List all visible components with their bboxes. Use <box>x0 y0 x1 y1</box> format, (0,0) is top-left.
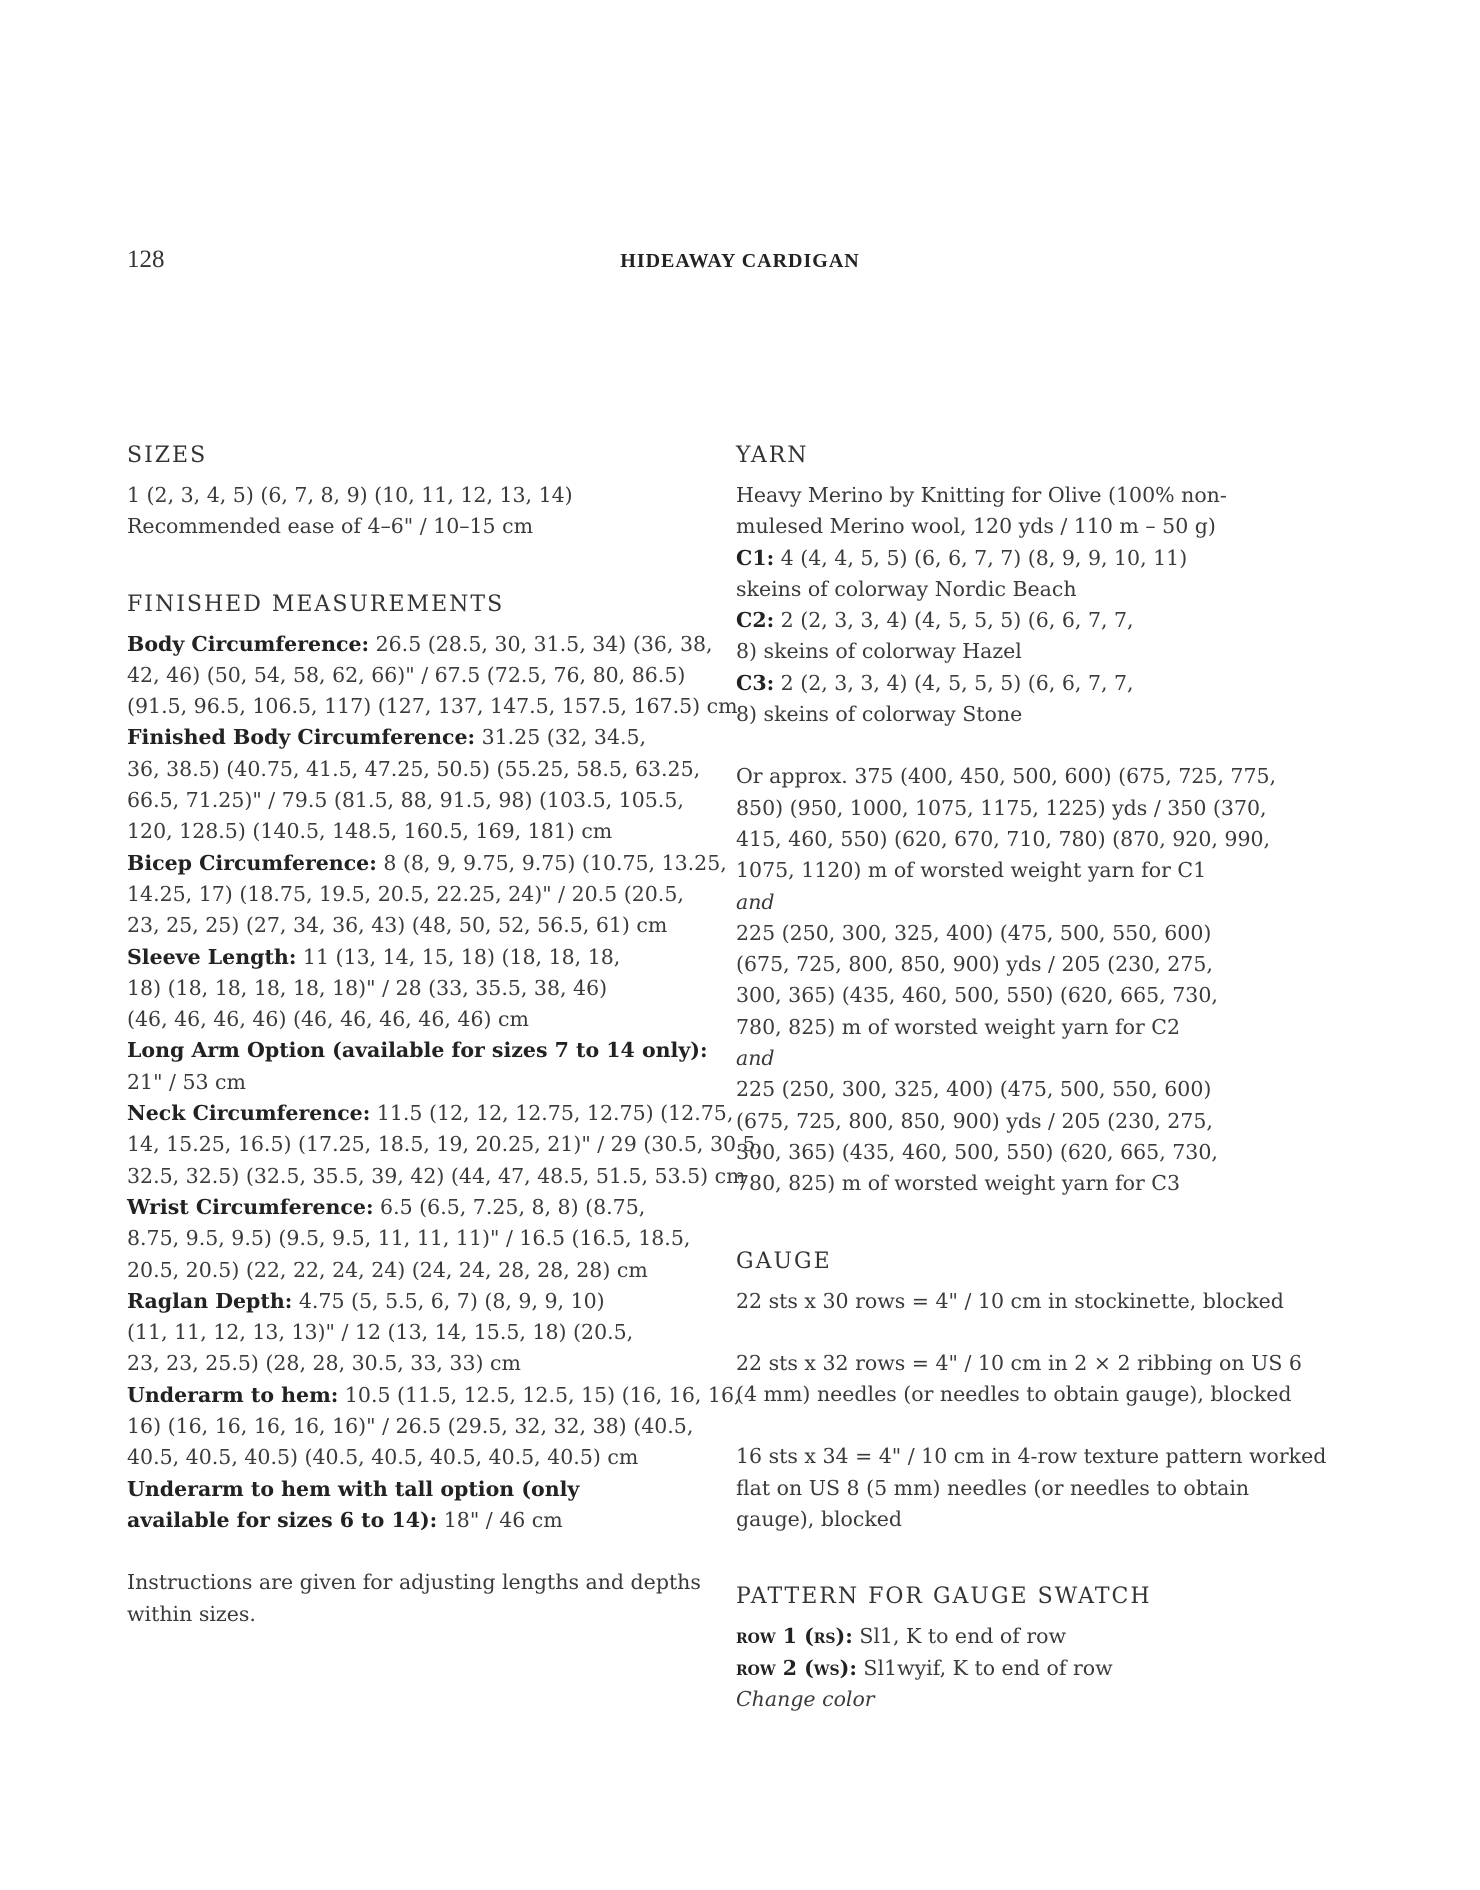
and-text: and <box>736 889 775 914</box>
approx-line: Or approx. 375 (400, 450, 500, 600) (675, 725, 775, <box>736 764 1277 789</box>
gauge-line: (4 mm) needles (or needles to obtain gauge), blocked <box>736 1382 1292 1407</box>
wrist-line: 20.5, 20.5) (22, 22, 24, 24) (24, 24, 28, 28, 28) cm <box>127 1257 648 1282</box>
c2-amount-line: 300, 365) (435, 460, 500, 550) (620, 665, 730, <box>736 983 1218 1008</box>
gauge-line: 22 sts x 32 rows = 4" / 10 cm in 2 × 2 ribbing on US 6 <box>736 1350 1302 1375</box>
wrist-line: 8.75, 9.5, 9.5) (9.5, 9.5, 11, 11, 11)" / 16.5 (16.5, 18.5, <box>127 1226 691 1251</box>
c3-amount: C3: 2 (2, 3, 3, 4) (4, 5, 5, 5) (6, 6, 7, 7, <box>736 670 1134 695</box>
finished-body-line: 120, 128.5) (140.5, 148.5, 160.5, 169, 181) cm <box>127 819 613 844</box>
c3-amount-line: 300, 365) (435, 460, 500, 550) (620, 665, 730, <box>736 1139 1218 1164</box>
c2-amount-line: (675, 725, 800, 850, 900) yds / 205 (230, 275, <box>736 952 1213 977</box>
sizes-heading: SIZES <box>127 443 208 468</box>
c3-amount-line: 780, 825) m of worsted weight yarn for C3 <box>736 1171 1181 1196</box>
yarn-line: Heavy Merino by Knitting for Olive (100% non- <box>736 483 1227 507</box>
left-column <box>127 440 763 1630</box>
page-title: HIDEAWAY CARDIGAN <box>620 250 860 272</box>
gauge-heading: GAUGE <box>736 1248 832 1274</box>
c3-amount-line: (675, 725, 800, 850, 900) yds / 205 (230, 275, <box>736 1108 1213 1133</box>
long-arm-option: Long Arm Option (available for sizes 7 to 14 only): <box>127 1038 708 1063</box>
swatch-row-2: row 2 (ws): Sl1wyif, K to end of row <box>736 1655 1113 1680</box>
change-color: Change color <box>736 1686 875 1711</box>
underarm-line: 16) (16, 16, 16, 16, 16)" / 26.5 (29.5, 32, 32, 38) (40.5, <box>127 1414 694 1439</box>
approx-line: 415, 460, 550) (620, 670, 710, 780) (870, 920, 990, <box>736 826 1271 851</box>
body-circ-line: (91.5, 96.5, 106.5, 117) (127, 137, 147.5, 157.5, 167.5) cm <box>127 694 738 719</box>
gauge-line: 16 sts x 34 = 4" / 10 cm in 4-row texture pattern worked <box>736 1444 1327 1469</box>
finished-body-circ: Finished Body Circumference: 31.25 (32, 34.5, <box>127 725 647 750</box>
swatch-row-1: row 1 (rs): Sl1, K to end of row <box>736 1624 1067 1649</box>
page-number: 128 <box>127 246 165 273</box>
neck-line: 32.5, 32.5) (32.5, 35.5, 39, 42) (44, 47, 48.5, 51.5, 53.5) cm <box>127 1163 746 1188</box>
c3-colorway: 8) skeins of colorway Stone <box>736 702 1023 727</box>
note-line: within sizes. <box>127 1601 256 1626</box>
body-circ-line: 42, 46) (50, 54, 58, 62, 66)" / 67.5 (72.5, 76, 80, 86.5) <box>127 662 686 687</box>
gauge-line: 22 sts x 30 rows = 4" / 10 cm in stockinette, blocked <box>736 1288 1284 1313</box>
c1-colorway: skeins of colorway Nordic Beach <box>736 576 1077 601</box>
swatch-heading: PATTERN FOR GAUGE SWATCH <box>736 1584 1152 1610</box>
sleeve-length: Sleeve Length: 11 (13, 14, 15, 18) (18, 18, 18, <box>127 944 621 969</box>
c2-amount-line: 225 (250, 300, 325, 400) (475, 500, 550, 600) <box>736 920 1212 945</box>
c2-colorway: 8) skeins of colorway Hazel <box>736 639 1022 664</box>
yarn-heading: YARN <box>736 443 809 468</box>
underarm-hem: Underarm to hem: 10.5 (11.5, 12.5, 12.5, 15) (16, 16, 16, <box>127 1382 741 1407</box>
c1-amount: C1: 4 (4, 4, 5, 5) (6, 6, 7, 7) (8, 9, 9, 10, 11) <box>736 545 1188 570</box>
c2-amount-line: 780, 825) m of worsted weight yarn for C2 <box>736 1014 1181 1039</box>
sizes-line: 1 (2, 3, 4, 5) (6, 7, 8, 9) (10, 11, 12, 13, 14) <box>127 483 573 507</box>
sizes-ease: Recommended ease of 4–6" / 10–15 cm <box>127 514 534 539</box>
note-line: Instructions are given for adjusting lengths and depths <box>127 1570 701 1595</box>
sleeve-line: 18) (18, 18, 18, 18, 18)" / 28 (33, 35.5, 38, 46) <box>127 975 608 1000</box>
neck-line: 14, 15.25, 16.5) (17.25, 18.5, 19, 20.25, 21)" / 29 (30.5, 30.5, <box>127 1132 763 1157</box>
finished-heading: FINISHED MEASUREMENTS <box>127 591 505 617</box>
c3-amount-line: 225 (250, 300, 325, 400) (475, 500, 550, 600) <box>736 1077 1212 1102</box>
raglan-depth: Raglan Depth: 4.75 (5, 5.5, 6, 7) (8, 9, 9, 10) <box>127 1288 605 1313</box>
raglan-line: (11, 11, 12, 13, 13)" / 12 (13, 14, 15.5, 18) (20.5, <box>127 1320 634 1345</box>
tall-option-value: available for sizes 6 to 14): 18" / 46 cm <box>127 1507 563 1532</box>
long-arm-value: 21" / 53 cm <box>127 1069 246 1094</box>
tall-option: Underarm to hem with tall option (only <box>127 1476 580 1501</box>
neck-circ: Neck Circumference: 11.5 (12, 12, 12.75, 12.75) (12.75, <box>127 1101 734 1126</box>
finished-body-line: 36, 38.5) (40.75, 41.5, 47.25, 50.5) (55.25, 58.5, 63.25, <box>127 756 701 781</box>
and-text: and <box>736 1046 775 1071</box>
bicep-circ: Bicep Circumference: 8 (8, 9, 9.75, 9.75) (10.75, 13.25, <box>127 850 727 875</box>
body-circ: Body Circumference: 26.5 (28.5, 30, 31.5, 34) (36, 38, <box>127 631 713 656</box>
bicep-line: 23, 25, 25) (27, 34, 36, 43) (48, 50, 52, 56.5, 61) cm <box>127 913 668 938</box>
yarn-line: mulesed Merino wool, 120 yds / 110 m – 50 g) <box>736 514 1216 539</box>
c2-amount: C2: 2 (2, 3, 3, 4) (4, 5, 5, 5) (6, 6, 7, 7, <box>736 608 1134 633</box>
right-column <box>736 440 1327 1715</box>
approx-line: 1075, 1120) m of worsted weight yarn for C1 <box>736 858 1207 883</box>
wrist-circ: Wrist Circumference: 6.5 (6.5, 7.25, 8, 8) (8.75, <box>127 1194 646 1219</box>
sleeve-line: (46, 46, 46, 46) (46, 46, 46, 46, 46) cm <box>127 1007 529 1032</box>
bicep-line: 14.25, 17) (18.75, 19.5, 20.5, 22.25, 24)" / 20.5 (20.5, <box>127 881 684 906</box>
underarm-line: 40.5, 40.5, 40.5) (40.5, 40.5, 40.5, 40.5, 40.5) cm <box>127 1445 639 1470</box>
finished-body-line: 66.5, 71.25)" / 79.5 (81.5, 88, 91.5, 98) (103.5, 105.5, <box>127 788 684 813</box>
approx-line: 850) (950, 1000, 1075, 1175, 1225) yds / 350 (370, <box>736 795 1267 820</box>
raglan-line: 23, 23, 25.5) (28, 28, 30.5, 33, 33) cm <box>127 1351 521 1376</box>
gauge-line: gauge), blocked <box>736 1507 903 1532</box>
gauge-line: flat on US 8 (5 mm) needles (or needles to obtain <box>736 1475 1250 1500</box>
